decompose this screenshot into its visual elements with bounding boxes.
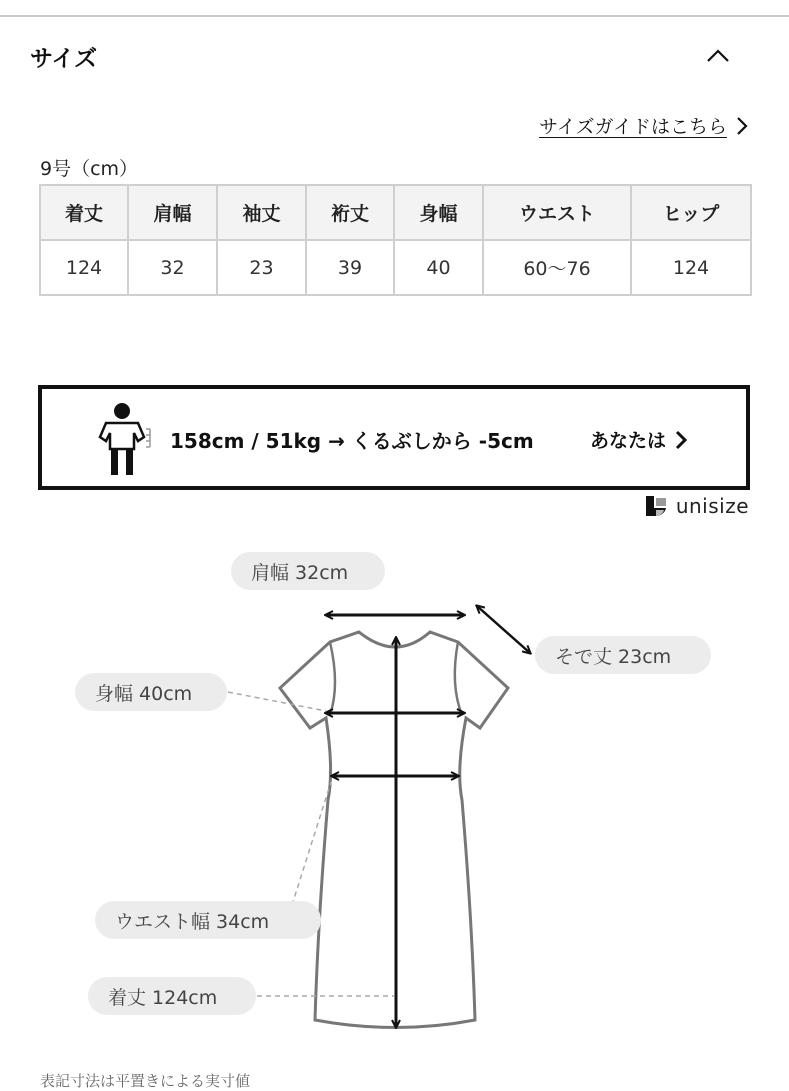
chevron-right-icon <box>674 429 688 451</box>
unisize-brand: unisize <box>675 494 749 518</box>
top-divider <box>0 15 789 17</box>
section-title: サイズ <box>30 46 98 72</box>
unisize-logo-icon <box>644 494 668 518</box>
unisize-recommendation-banner[interactable] <box>38 385 750 490</box>
unisize-you-link[interactable] <box>590 426 688 453</box>
cell-hip: 124 <box>631 240 751 295</box>
header-yuki: 裄丈 <box>306 185 394 240</box>
header-waist: ウエスト <box>483 185 631 240</box>
unisize-you-label: あなたは <box>590 430 667 452</box>
header-hip: ヒップ <box>631 185 751 240</box>
cell-body-width: 40 <box>394 240 483 295</box>
chevron-up-icon <box>702 40 734 72</box>
sleeve-arrow <box>477 606 530 653</box>
header-sleeve: 袖丈 <box>217 185 306 240</box>
waist-leader <box>292 782 331 905</box>
table-row <box>40 240 751 295</box>
table-header-row <box>40 185 751 240</box>
label-total-length: 着丈 124cm <box>88 977 256 1015</box>
label-waist-width: ウエスト幅 34cm <box>95 901 321 939</box>
unisize-message: 158cm / 51kg → くるぶしから -5cm <box>170 429 534 453</box>
armhole-left <box>330 642 335 715</box>
label-sleeve-length: そで丈 23cm <box>535 636 711 674</box>
size-guide-link[interactable] <box>539 112 749 139</box>
cell-waist: 60〜76 <box>483 240 631 295</box>
size-guide-link-label: サイズガイドはこちら <box>539 116 727 138</box>
label-shoulder-width: 肩幅 32cm <box>231 552 385 590</box>
header-length: 着丈 <box>40 185 128 240</box>
armhole-right <box>455 642 462 715</box>
size-table <box>39 184 752 296</box>
unisize-logo <box>644 494 749 518</box>
size-table-caption: 9号（cm） <box>40 158 139 180</box>
collapse-button[interactable] <box>702 40 734 72</box>
label-body-width: 身幅 40cm <box>75 673 227 711</box>
header-shoulder: 肩幅 <box>128 185 217 240</box>
cell-sleeve: 23 <box>217 240 306 295</box>
header-body-width: 身幅 <box>394 185 483 240</box>
person-measure-icon <box>96 399 156 479</box>
cell-yuki: 39 <box>306 240 394 295</box>
dress-outline <box>280 632 508 1028</box>
cell-length: 124 <box>40 240 128 295</box>
cell-shoulder: 32 <box>128 240 217 295</box>
body-width-leader <box>228 692 326 711</box>
footnote: 表記寸法は平置きによる実寸値 <box>40 1072 251 1090</box>
chevron-right-icon <box>735 115 749 137</box>
